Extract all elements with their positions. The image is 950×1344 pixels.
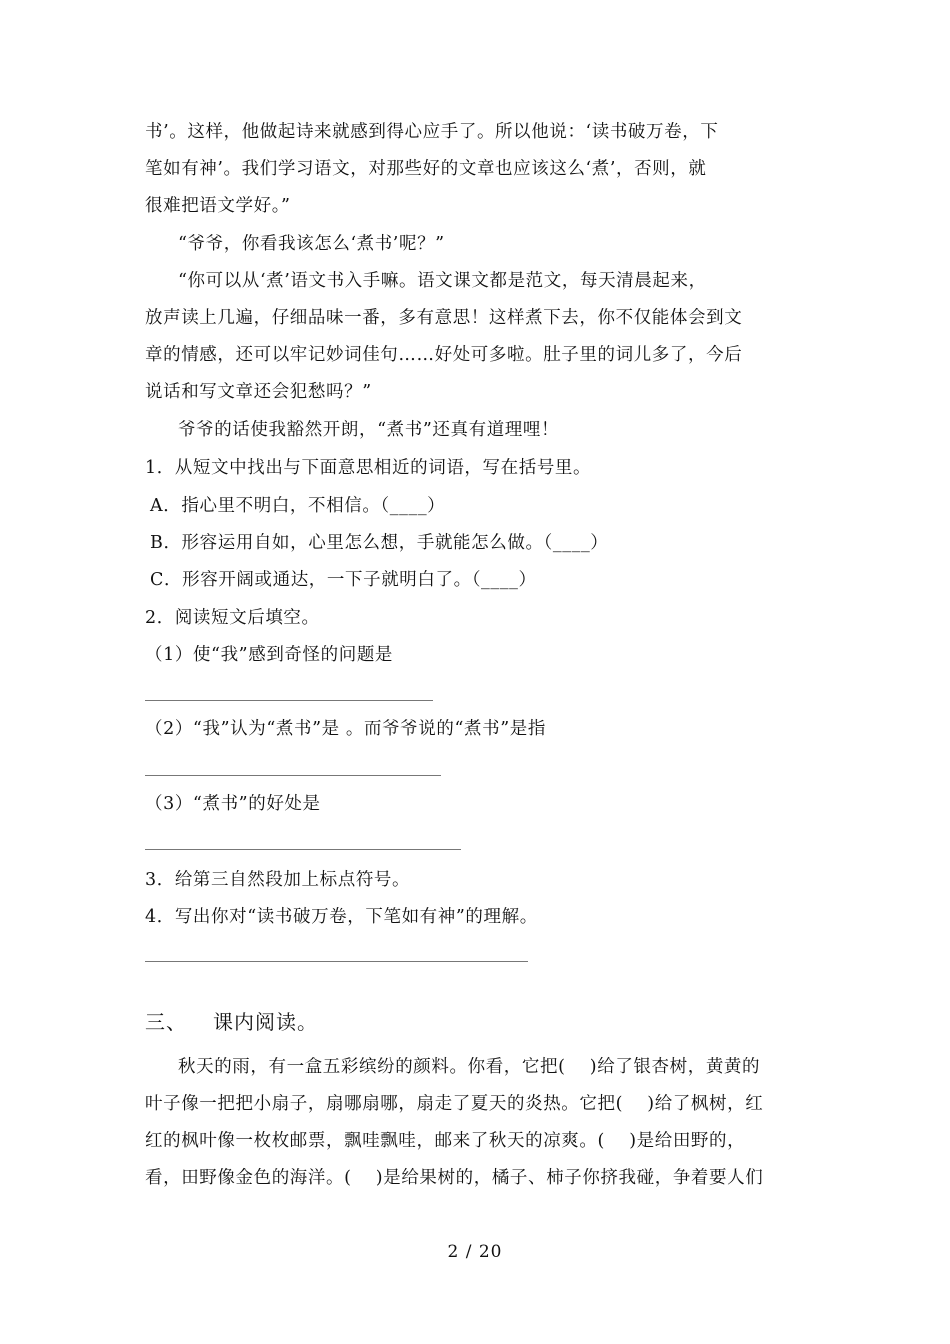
- passage-line: 书’。这样，他做起诗来就感到得心应手了。所以他说：‘读书破万卷，下: [145, 122, 719, 142]
- question-1a: A．指心里不明白，不相信。（____）: [150, 496, 446, 516]
- question-1b: B．形容运用自如，心里怎么想，手就能怎么做。（____）: [150, 533, 609, 553]
- question-2: 2．阅读短文后填空。: [145, 608, 320, 628]
- section3-line: 秋天的雨，有一盒五彩缤纷的颜料。你看，它把( )给了银杏树，黄黄的: [178, 1057, 761, 1077]
- answer-line: [145, 700, 433, 701]
- passage-line: “爷爷，你看我该怎么‘煮书’呢？”: [178, 234, 445, 254]
- passage-line: 章的情感，还可以牢记妙词佳句……好处可多啦。肚子里的词儿多了，今后: [145, 345, 743, 365]
- passage-line: “你可以从‘煮’语文书入手嘛。语文课文都是范文，每天清晨起来，: [178, 271, 707, 291]
- question-2-3: （3）“煮书”的好处是: [145, 794, 321, 814]
- question-2-2: （2）“我”认为“煮书”是 。而爷爷说的“煮书”是指: [145, 719, 546, 739]
- section-title: 课内阅读。: [213, 1010, 318, 1034]
- passage-line: 爷爷的话使我豁然开朗，“煮书”还真有道理哩！: [178, 420, 560, 440]
- answer-line: [145, 849, 461, 850]
- page-number: 2 / 20: [447, 1242, 503, 1262]
- section3-line: 看，田野像金色的海洋。( )是给果树的，橘子、柿子你挤我碰，争着要人们: [145, 1168, 764, 1188]
- question-2-1: （1）使“我”感到奇怪的问题是: [145, 645, 394, 665]
- section-number: 三、: [145, 1010, 187, 1034]
- section-heading: [145, 1008, 318, 1036]
- question-1c: C．形容开阔或通达，一下子就明白了。（____）: [150, 570, 537, 590]
- answer-line: [145, 961, 528, 962]
- question-4: 4．写出你对“读书破万卷，下笔如有神”的理解。: [145, 907, 538, 927]
- section3-line: 红的枫叶像一枚枚邮票，飘哇飘哇，邮来了秋天的凉爽。( )是给田野的，: [145, 1131, 746, 1151]
- passage-line: 放声读上几遍，仔细品味一番，多有意思！这样煮下去，你不仅能体会到文: [145, 308, 743, 328]
- passage-line: 笔如有神’。我们学习语文，对那些好的文章也应该这么‘煮’，否则，就: [145, 159, 707, 179]
- question-3: 3．给第三自然段加上标点符号。: [145, 870, 411, 890]
- section3-line: 叶子像一把把小扇子，扇哪扇哪，扇走了夏天的炎热。它把( )给了枫树，红: [145, 1094, 764, 1114]
- question-1: 1．从短文中找出与下面意思相近的词语，写在括号里。: [145, 458, 592, 478]
- passage-line: 说话和写文章还会犯愁吗？”: [145, 382, 372, 402]
- passage-line: 很难把语文学好。”: [145, 196, 291, 216]
- answer-line: [145, 775, 441, 776]
